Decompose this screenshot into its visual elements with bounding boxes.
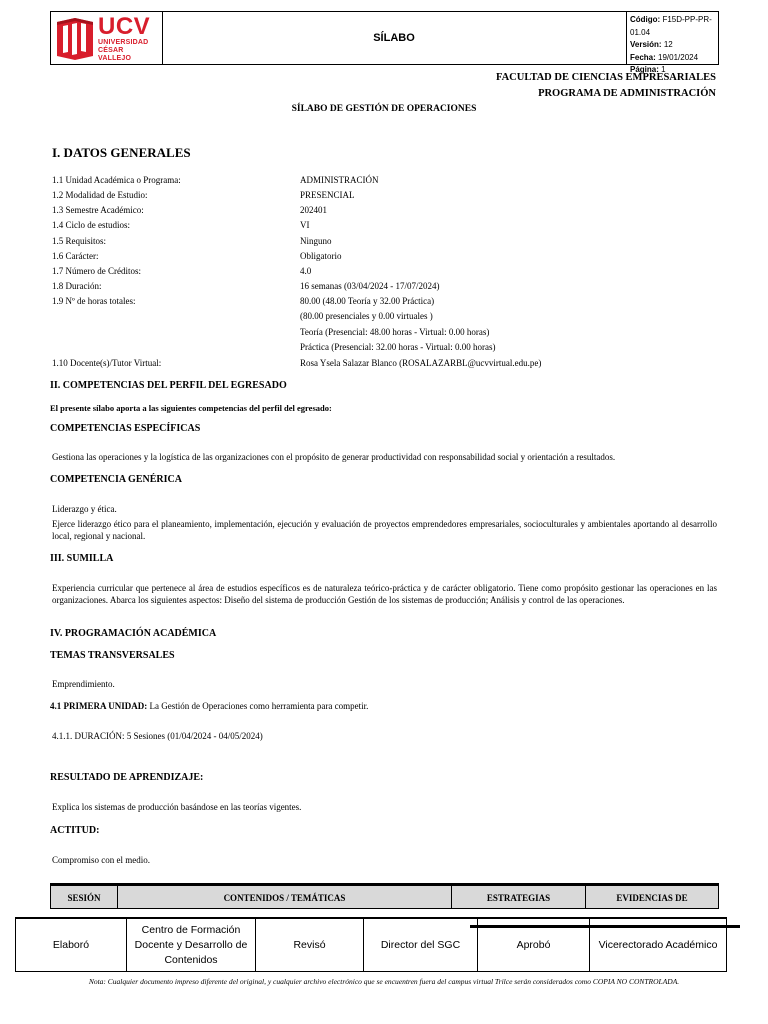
transversal-text: Emprendimiento. [52,679,115,689]
data-value: 202401 [300,205,327,215]
data-value: 16 semanas (03/04/2024 - 17/07/2024) [300,281,440,291]
sumilla-text: Experiencia curricular que pertenece al área de estudios específicos es de naturaleza teórico-práctica y de carácter obligatorio. Tiene como propósito gestionar las operaciones en las organizaciones. Abarca los siguientes aspectos: Diseño del sistema de producción Gestión de los sistemas de producción; Análisis y control de las operaciones. [52,583,717,605]
footer-prepared-label: Elaboró [16,919,127,971]
learning-result-title: RESULTADO DE APRENDIZAJE: [50,772,204,783]
footer-approved-by: Vicerectorado Académico [598,938,718,951]
unit-text: La Gestión de Operaciones como herramienta para competir. [149,701,369,711]
unit-duration: 4.1.1. DURACIÓN: 5 Sesiones (01/04/2024 - 04/05/2024) [52,731,263,741]
section-4-title: IV. PROGRAMACIÓN ACADÉMICA [50,628,217,639]
pagina-value: 1 [661,65,666,74]
codigo-row [630,14,718,39]
footer-approved-label: Aprobó [478,919,590,971]
data-label: 1.9 Nº de horas totales: [52,296,136,306]
specific-competencies-title: COMPETENCIAS ESPECÍFICAS [50,423,201,434]
data-value: VI [300,220,310,230]
data-value: 4.0 [300,266,312,276]
sessions-table-header [50,883,719,909]
program-name: PROGRAMA DE ADMINISTRACIÓN [538,88,716,99]
data-value: ADMINISTRACIÓN [300,175,379,185]
footer-note: Nota: Cualquier documento impreso diferente del original, y cualquier archivo electrónico que se encuentren fuera del campus virtual Trilce serán considerados como COPIA NO CONTROLADA. [88,977,680,986]
footer-reviewed-by: Director del SGC [364,919,478,971]
logo-wordmark [98,15,157,63]
doc-meta [628,12,718,74]
data-value: (80.00 presenciales y 0.00 virtuales ) [300,311,433,321]
generic-competency-name: Liderazgo y ética. [52,504,117,514]
document-header [50,11,719,74]
version-label: Versión: [630,40,662,49]
ucv-logo [55,15,157,61]
section-2-title: II. COMPETENCIAS DEL PERFIL DEL EGRESADO [50,380,287,391]
generic-competency-title: COMPETENCIA GENÉRICA [50,474,182,485]
learning-result-text: Explica los sistemas de producción basándose en las teorías vigentes. [52,802,302,812]
pagina-label: Página: [630,65,659,74]
syllabus-title: SÍLABO DE GESTIÓN DE OPERACIONES [291,104,477,114]
version-value: 12 [663,40,673,49]
data-value: Teoría (Presencial: 48.00 horas - Virtual: 0.00 horas) [300,327,490,337]
col-session: SESIÓN [51,886,118,909]
generic-competency-text: Ejerce liderazgo ético para el planeamiento, implementación, ejecución y evaluación de proyectos emprendedores empresariales, socioculturales y ambientales aportando al desarrollo local, regional y nacional. [52,519,717,541]
data-value: 80.00 (48.00 Teoría y 32.00 Práctica) [300,296,435,306]
data-label: 1.1 Unidad Académica o Programa: [52,175,181,185]
logo-line1: UNIVERSIDAD [98,39,149,46]
data-label: 1.6 Carácter: [52,251,99,261]
codigo-value: F15D-PP-PR-01.04 [630,15,712,37]
transversal-title: TEMAS TRANSVERSALES [50,650,175,661]
section-3-title: III. SUMILLA [50,553,114,564]
attitude-title: ACTITUD: [50,825,100,836]
ucv-logo-icon [55,16,95,60]
col-contents: CONTENIDOS / TEMÁTICAS [118,886,452,909]
data-value: PRESENCIAL [300,190,355,200]
col-evidence: EVIDENCIAS DE [616,892,688,903]
footer-reviewed-label: Revisó [256,919,364,971]
data-value: Obligatorio [300,251,342,261]
data-value: Rosa Ysela Salazar Blanco (ROSALAZARBL@ucvvirtual.edu.pe) [300,358,542,368]
codigo-label: Código: [630,15,661,24]
data-label: 1.2 Modalidad de Estudio: [52,190,148,200]
faculty-name: FACULTAD DE CIENCIAS EMPRESARIALES [495,72,716,83]
data-value: Práctica (Presencial: 32.00 horas - Virtual: 0.00 horas) [300,342,496,352]
specific-competency-text: Gestiona las operaciones y la logística de las organizaciones con el propósito de generar productividad con responsabilidad social y orientación a resultados. [52,452,616,462]
logo-line2: CÉSAR VALLEJO [98,47,132,62]
version-row [630,39,718,52]
unit-label: 4.1 PRIMERA UNIDAD: [50,701,148,711]
col-strategies: ESTRATEGIAS [452,886,586,909]
unit-heading [50,701,368,711]
data-label: 1.4 Ciclo de estudios: [52,220,130,230]
data-label: 1.8 Duración: [52,281,102,291]
fecha-value: 19/01/2024 [658,52,699,62]
attitude-text: Compromiso con el medio. [52,855,150,865]
competencies-intro: El presente sílabo aporta a las siguientes competencias del perfil del egresado: [50,403,332,413]
fecha-row [630,52,718,65]
footer-prepared-by: Centro de Formación Docente y Desarrollo de Contenidos [127,919,256,971]
data-label: 1.7 Número de Créditos: [52,266,141,276]
logo-name: UCV [98,13,151,40]
fecha-label: Fecha: [630,52,656,62]
footer-rule [470,925,740,928]
section-1-title: I. DATOS GENERALES [52,145,191,160]
doc-title: SÍLABO [162,12,627,64]
data-value: Ninguno [300,236,332,246]
data-label: 1.5 Requisitos: [52,236,107,246]
data-label: 1.3 Semestre Académico: [52,205,144,215]
logo-cell [51,12,163,64]
data-label: 1.10 Docente(s)/Tutor Virtual: [52,358,162,368]
